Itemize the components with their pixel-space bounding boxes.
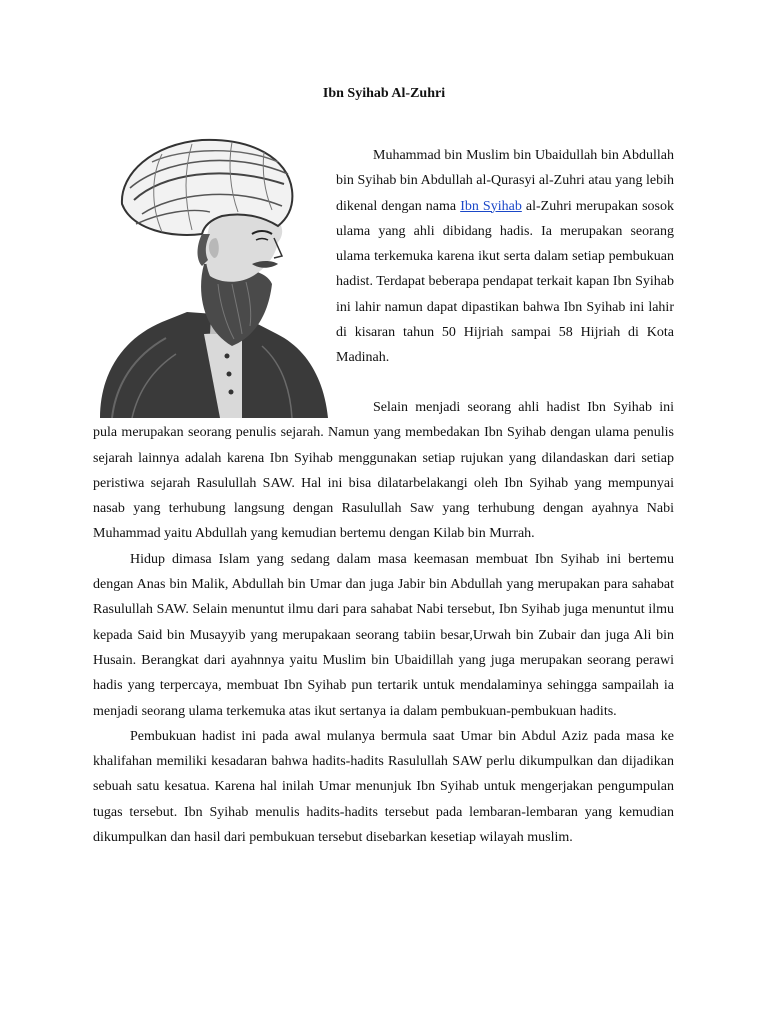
document-title: Ibn Syihab Al-Zuhri xyxy=(322,86,446,101)
paragraph-2: Selain menjadi seorang ahli hadist Ibn Syihab ini pula merupakan seorang penulis sejarah. Namun yang membedakan Ibn Syihab dengan ulama penulis sejarah lainnya adalah karena Ibn Syihab menggunakan setiap rujukan yang dilandaskan dari setiap peristiwa sejarah Rasulullah SAW. Hal ini bisa dilatarbelakangi oleh Ibn Syihab yang mempunyai nasab yang terhubung langsung dengan Rasulullah Saw yang terhubung dengan ayahnya Nabi Muhammad yaitu Abdullah yang kemudian bertemu dengan Kilab bin Murrah. xyxy=(93,400,674,542)
paragraph-4: Pembukuan hadist ini pada awal mulanya bermula saat Umar bin Abdul Aziz pada masa ke khalifahan memiliki kesadaran bahwa hadits-hadits Rasulullah SAW perlu dikumpulkan dan dijadikan sebuah satu kesatua. Karena hal inilah Umar menunjuk Ibn Syihab untuk mengerjakan pengumpulan tugas tersebut. Ibn Syihab menulis hadits-hadits tersebut pada lembaran-lembaran yang kemudian dikumpulkan dan hasil dari pembukuan tersebut disebarkan kesetiap wilayah muslim. xyxy=(93,728,674,846)
portrait-illustration xyxy=(92,134,332,418)
intro-text-before-link: Muhammad bin Muslim bin Ubaidullah bin Abdullah bin Syihab bin Abdullah al-Qurasyi al-Zuhri atau yang lebih dikenal dengan nama xyxy=(336,148,674,214)
body-text-block xyxy=(93,395,674,850)
intro-text-after-link: al-Zuhri merupakan sosok ulama yang ahli dibidang hadis. Ia merupakan seorang ulama terkemuka karena ikut serta dalam setiap pembukuan hadist. Terdapat beberapa pendapat terkait kapan Ibn Syihab ini lahir namun dapat dipastikan bahwa Ibn Syihab ini lahir di kisaran tahun 50 Hijriah sampai 58 Hijriah di Kota Madinah. xyxy=(336,198,675,366)
intro-paragraph-block xyxy=(336,143,674,371)
intro-paragraph xyxy=(336,143,674,371)
ibn-syihab-link[interactable]: Ibn Syihab xyxy=(460,198,522,214)
paragraph-3: Hidup dimasa Islam yang sedang dalam masa keemasan membuat Ibn Syihab ini bertemu dengan Anas bin Malik, Abdullah bin Umar dan juga Jabir bin Abdullah yang merupakan para sahabat Rasulullah SAW. Selain menuntut ilmu dari para sahabat Nabi tersebut, Ibn Syihab juga menuntut ilmu kepada Said bin Musayyib yang merupakaan seorang tabiin besar,Urwah bin Zubair dan juga Ali bin Husain. Berangkat dari ayahnnya yaitu Muslim bin Ubaidillah yang juga merupakan seorang perawi hadis yang terpercaya, membuat Ibn Syihab pun tertarik untuk mendalaminya sehingga sampailah ia menjadi seorang ulama terkemuka atas ikut sertanya ia dalam pembukuan-pembukuan hadits. xyxy=(93,551,674,719)
